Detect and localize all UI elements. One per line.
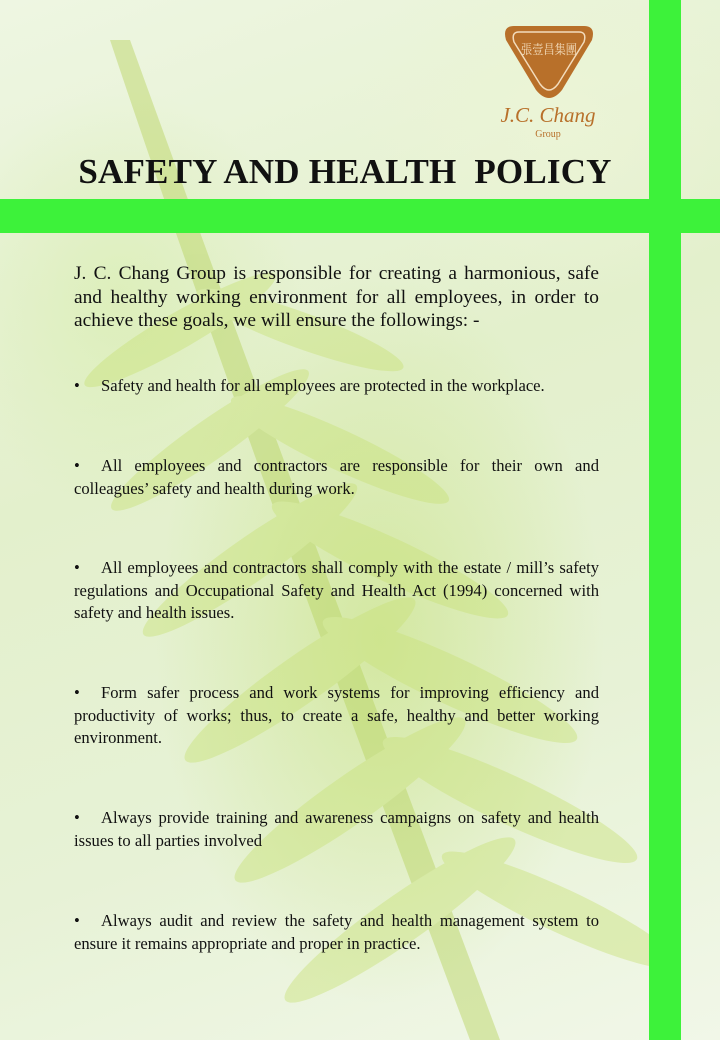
logo-brand-name: J.C. Chang bbox=[500, 103, 596, 127]
policy-text: Safety and health for all employees are protected in the workplace. bbox=[101, 376, 545, 395]
bullet-icon: • bbox=[74, 558, 80, 577]
policy-text: Always audit and review the safety and health management system to ensure it remains appropriate and proper in practice. bbox=[74, 911, 599, 953]
bullet-icon: • bbox=[74, 456, 80, 475]
bullet-icon: • bbox=[74, 683, 80, 702]
horizontal-green-bar bbox=[0, 199, 720, 233]
logo-brand-subtitle: Group bbox=[535, 129, 561, 140]
bullet-icon: • bbox=[74, 808, 80, 827]
policy-item bbox=[74, 455, 599, 500]
policy-item bbox=[74, 910, 599, 955]
logo-emblem bbox=[505, 26, 593, 98]
vertical-green-bar bbox=[649, 0, 681, 1040]
policy-item bbox=[74, 557, 599, 625]
jc-chang-group-logo bbox=[488, 18, 606, 142]
policy-text: Form safer process and work systems for improving efficiency and productivity of works; thus, to create a safe, healthy and better working environment. bbox=[74, 683, 599, 747]
policy-text: All employees and contractors shall comply with the estate / mill’s safety regulations and Occupational Safety and Health Act (1994) concerned with safety and health issues. bbox=[74, 558, 599, 622]
logo-chinese-characters: 張壹昌集團 bbox=[521, 43, 587, 58]
policy-text: All employees and contractors are responsible for their own and colleagues’ safety and health during work. bbox=[74, 456, 599, 498]
policy-item bbox=[74, 682, 599, 750]
bullet-icon: • bbox=[74, 376, 80, 395]
bullet-icon: • bbox=[74, 911, 80, 930]
page-title: SAFETY AND HEALTH POLICY bbox=[78, 152, 612, 191]
intro-paragraph: J. C. Chang Group is responsible for creating a harmonious, safe and healthy working environment for all employees, in order to achieve these goals, we will ensure the followings: - bbox=[74, 263, 599, 331]
policy-item bbox=[74, 807, 599, 852]
policy-text: Always provide training and awareness campaigns on safety and health issues to all parties involved bbox=[74, 808, 599, 850]
policy-item bbox=[74, 375, 599, 398]
policy-content bbox=[74, 262, 599, 953]
